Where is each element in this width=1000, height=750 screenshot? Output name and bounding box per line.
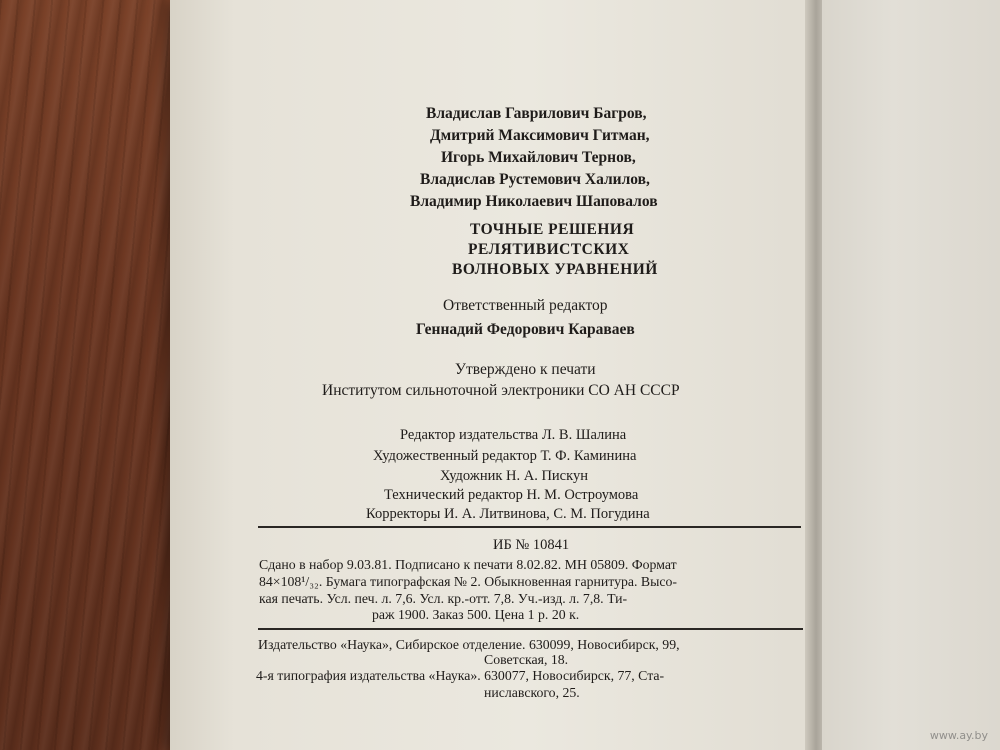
printer-line: 4-я типография издательства «Наука». 630077, Новосибирск, 77, Ста-	[256, 668, 665, 683]
divider-rule	[258, 628, 803, 630]
book-title-line: ВОЛНОВЫХ УРАВНЕНИЙ	[452, 261, 658, 278]
author-line: Владимир Николаевич Шаповалов	[410, 193, 658, 210]
approval-institute: Институтом сильноточной электроники СО АН СССР	[322, 382, 680, 399]
staff-line: Корректоры И. А. Литвинова, С. М. Погудина	[366, 506, 650, 522]
author-line: Владислав Рустемович Халилов,	[420, 171, 650, 188]
divider-rule	[258, 526, 801, 528]
responsible-editor-name: Геннадий Федорович Караваев	[416, 321, 635, 338]
approval-line: Утверждено к печати	[455, 361, 596, 378]
author-line: Дмитрий Максимович Гитман,	[430, 127, 650, 144]
book-title-line: ТОЧНЫЕ РЕШЕНИЯ	[470, 221, 635, 238]
staff-line: Технический редактор Н. М. Остроумова	[384, 487, 639, 503]
responsible-editor-label: Ответственный редактор	[443, 297, 608, 314]
print-details-line: кая печать. Усл. печ. л. 7,6. Усл. кр.-отт. 7,8. Уч.-изд. л. 7,8. Ти-	[259, 591, 628, 606]
printer-line: ниславского, 25.	[484, 685, 580, 700]
author-line: Владислав Гаврилович Багров,	[426, 105, 647, 122]
print-details-line: Сдано в набор 9.03.81. Подписано к печати 8.02.82. МН 05809. Формат	[259, 557, 677, 572]
staff-line: Художник Н. А. Пискун	[440, 468, 588, 484]
facing-page	[822, 0, 1000, 750]
publisher-line: Советская, 18.	[484, 652, 569, 667]
ib-number: ИБ № 10841	[493, 537, 570, 553]
book-title-line: РЕЛЯТИВИСТСКИХ	[468, 241, 630, 258]
staff-line: Художественный редактор Т. Ф. Каминина	[373, 448, 637, 464]
staff-line: Редактор издательства Л. В. Шалина	[400, 427, 627, 443]
publisher-line: Издательство «Наука», Сибирское отделение. 630099, Новосибирск, 99,	[258, 637, 680, 652]
print-details-line: раж 1900. Заказ 500. Цена 1 р. 20 к.	[372, 607, 580, 622]
print-details-line: 84×108¹/₃₂. Бумага типографская № 2. Обыкновенная гарнитура. Высо-	[259, 574, 677, 589]
watermark: www.ay.by	[929, 729, 988, 742]
author-line: Игорь Михайлович Тернов,	[441, 149, 636, 166]
